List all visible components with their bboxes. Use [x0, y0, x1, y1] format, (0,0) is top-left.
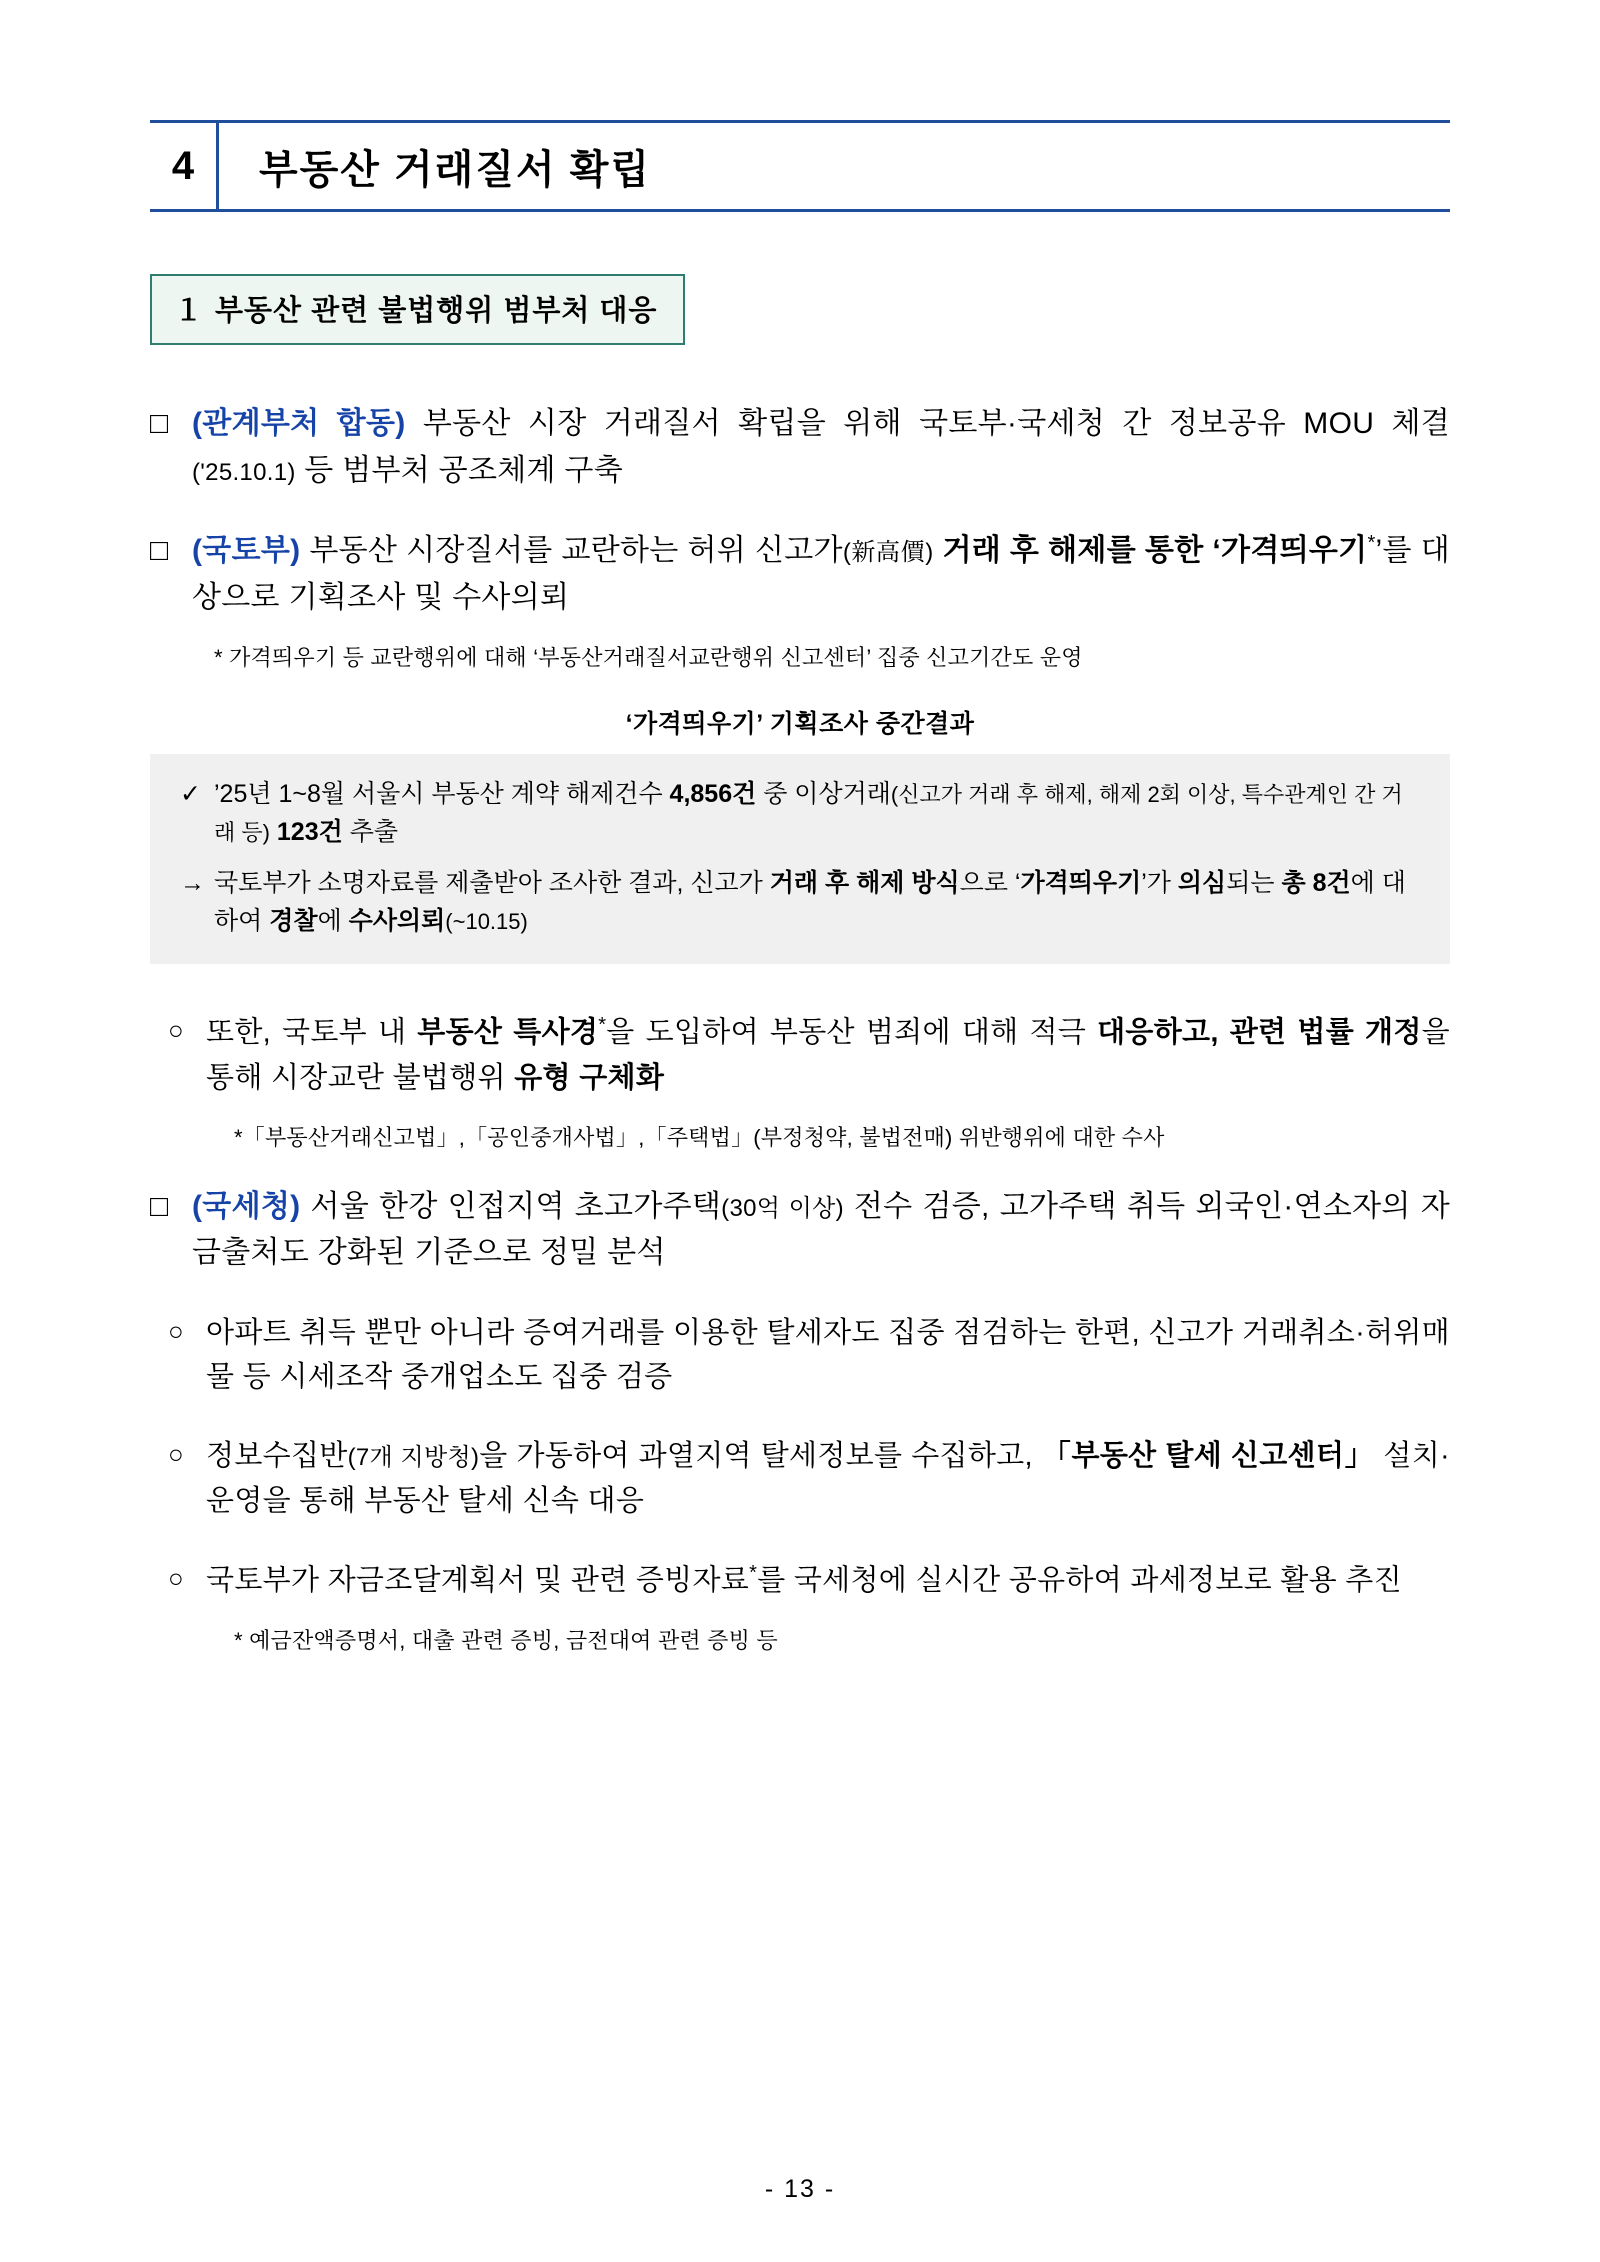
hanja-note: (新高價): [842, 539, 934, 566]
text-segment: 부동산 시장질서를 교란하는 허위 신고가: [300, 534, 843, 567]
agency-label: (국세청): [192, 1189, 301, 1223]
text-segment: 에 대하여: [214, 869, 1406, 935]
section-heading: [150, 274, 685, 345]
text-segment: 국토부가 소명자료를 제출받아 조사한 결과, 신고가: [214, 869, 770, 897]
text-emphasis: 총 8건: [1281, 869, 1351, 897]
text-emphasis: 가격띄우기: [1020, 869, 1142, 897]
text-segment: 을 통해 시장교란 불법행위: [206, 1016, 1450, 1094]
footnote-line: *「부동산거래신고법」,「공인중개사법」,「주택법」(부정청약, 불법전매) 위반행위에 대한 수사: [234, 1124, 1165, 1150]
paren-note: (7개 지방청): [347, 1444, 480, 1472]
text-segment: 를 국세청에 실시간 공유하여 과세정보로 활용 추진: [757, 1564, 1402, 1597]
inset-box: [150, 754, 1450, 964]
text-segment: 등 범부처 공조체계 구축: [295, 453, 623, 487]
bullet-marker: ○: [168, 1439, 184, 1470]
bullet-item: [150, 1184, 1450, 1277]
bullet-item: [150, 1311, 1450, 1401]
check-icon: ✓: [180, 780, 201, 808]
text-emphasis: 경찰: [269, 906, 318, 935]
text-segment: 중 이상거래: [756, 780, 891, 808]
text-segment: 을 도입하여 부동산 범죄에 대해 적극: [606, 1016, 1098, 1049]
bullet-text: [192, 401, 1450, 494]
bullet-marker: □: [150, 534, 169, 567]
bullet-text: [192, 1184, 1450, 1277]
bullet-text: [206, 1434, 1450, 1524]
section-number: １: [174, 295, 204, 327]
text-segment: 전수 검증, 고가주택 취득 외국인·연소자의 자금출처도 강화된 기준으로 정밀 분석: [192, 1189, 1450, 1270]
text-segment: 거래 후 해제를 통한 ‘가격띄우기: [933, 534, 1368, 567]
text-emphasis: 「부동산 탈세 신고센터」: [1041, 1440, 1375, 1473]
bullet-marker: ○: [168, 1015, 184, 1045]
bullet-item: [150, 1434, 1450, 1524]
bullet-text: [206, 1010, 1450, 1101]
text-segment: 부동산 시장 거래질서 확립을 위해 국토부·국세청 간 정보공유 MOU 체결: [405, 407, 1450, 440]
text-segment: ’25년 1~8월 서울시 부동산 계약 해제건수: [214, 780, 670, 808]
inset-row: [180, 776, 1420, 851]
chapter-title: 부동산 거래질서 확립: [259, 147, 651, 192]
chapter-number: 4: [150, 123, 219, 209]
text-emphasis: 부동산 특사경: [417, 1016, 599, 1049]
agency-label: (국토부): [192, 534, 301, 567]
text-emphasis: 유형 구체화: [514, 1061, 665, 1094]
paren-note: ('25.10.1): [192, 458, 296, 486]
footnote-line: * 가격띄우기 등 교란행위에 대해 ‘부동산거래질서교란행위 신고센터’ 집중 신고기간도 운영: [214, 645, 1083, 670]
text-emphasis: 4,856건: [669, 780, 757, 808]
bullet-item: [150, 1010, 1450, 1101]
text-segment: 추출: [342, 817, 399, 846]
text-emphasis: 123건: [269, 817, 343, 846]
text-segment: 국토부가 자금조달계획서 및 관련 증빙자료: [206, 1564, 750, 1597]
text-segment: 으로 ‘: [959, 869, 1021, 897]
bullet-marker: □: [150, 1189, 169, 1223]
text-segment: 또한, 국토부 내: [206, 1016, 418, 1049]
agency-label: (관계부처 합동): [192, 407, 406, 440]
page-number: - 13 -: [764, 2175, 836, 2203]
bullet-text: [192, 528, 1450, 621]
text-segment: ’가: [1141, 869, 1178, 897]
bullet-text: [206, 1311, 1450, 1401]
paren-note: (~10.15): [445, 908, 528, 934]
bullet-marker: ○: [168, 1315, 184, 1346]
inset-row-text: [214, 865, 1420, 940]
text-segment: 아파트 취득 뿐만 아니라 증여거래를 이용한 탈세자도 집중 점검하는 한편, 신고가 거래취소·허위매물 등 시세조작 중개업소도 집중 검증: [206, 1316, 1450, 1394]
text-emphasis: 대응하고, 관련 법률 개정: [1097, 1016, 1422, 1049]
chapter-header: [150, 120, 1450, 212]
text-segment: 정보수집반: [206, 1440, 348, 1473]
text-segment: 을 가동하여 과열지역 탈세정보를 수집하고,: [479, 1440, 1042, 1473]
bullet-marker: ○: [168, 1563, 184, 1594]
text-emphasis: 의심: [1177, 869, 1227, 897]
paren-note: (30억 이상): [721, 1194, 844, 1222]
inset-row: [180, 865, 1420, 940]
text-segment: 에: [317, 906, 349, 935]
bullet-text: [206, 1558, 1450, 1604]
text-segment: 설치·운영을 통해 부동산 탈세 신속 대응: [206, 1440, 1451, 1518]
inset-box-title: ‘가격띄우기’ 기획조사 중간결과: [625, 710, 975, 738]
text-segment: 되는: [1226, 869, 1282, 897]
text-segment: ’를 대상으로 기획조사 및 수사의뢰: [192, 534, 1451, 614]
text-segment: 서울 한강 인접지역 초고가주택: [300, 1189, 722, 1223]
bullet-item: [150, 1558, 1450, 1604]
footnote-marker: *: [598, 1014, 607, 1036]
bullet-item: [150, 528, 1450, 621]
footnote-marker: *: [1367, 532, 1376, 554]
bullet-marker: □: [150, 407, 169, 440]
bullet-item: [150, 401, 1450, 494]
footnote-marker: *: [749, 1562, 758, 1585]
paren-note: (신고가 거래 후 해제, 해제 2회 이상, 특수관계인 간 거래 등): [214, 782, 1403, 845]
inset-row-text: [214, 776, 1420, 851]
text-emphasis: 수사의뢰: [348, 906, 446, 935]
text-emphasis: 거래 후 해제 방식: [769, 869, 960, 897]
footnote-line: * 예금잔액증명서, 대출 관련 증빙, 금전대여 관련 증빙 등: [234, 1627, 778, 1653]
arrow-icon: →: [180, 869, 205, 897]
section-title: 부동산 관련 불법행위 범부처 대응: [215, 295, 658, 327]
